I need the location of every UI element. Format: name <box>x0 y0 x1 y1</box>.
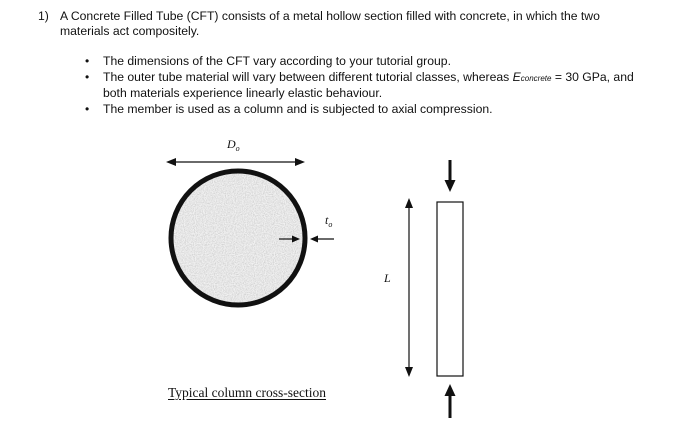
bullet-text-pre: The outer tube material will vary between different tutorial classes, whereas <box>103 69 513 84</box>
axial-load-arrow-top-head <box>445 180 456 192</box>
bullet-dot: • <box>85 54 90 68</box>
diameter-arrow-right <box>295 158 305 166</box>
column-elevation <box>437 202 463 376</box>
bullet-text-line2: both materials experience linearly elastic behaviour. <box>103 86 383 100</box>
bullet-dot: • <box>85 101 90 116</box>
axial-load-arrow-bottom-head <box>445 384 456 396</box>
thickness-arrow-inner-head <box>310 236 318 243</box>
diameter-arrow-left <box>166 158 176 166</box>
bullet-text: The dimensions of the CFT vary according to your tutorial group. <box>103 54 451 68</box>
question-text-line1: A Concrete Filled Tube (CFT) consists of a metal hollow section filled with concrete, in which the two <box>60 9 600 23</box>
thickness-label: $t_o$ <box>325 213 333 229</box>
bullet-text-post: = 30 GPa, and <box>551 69 634 84</box>
question-text-line2: materials act compositely. <box>60 24 200 38</box>
length-arrow-top <box>405 198 413 208</box>
bullet-text: The member is used as a column and is subjected to axial compression. <box>103 101 493 116</box>
length-label: L <box>384 271 391 285</box>
e-concrete-symbol: Econcrete <box>512 69 552 84</box>
length-arrow-bottom <box>405 367 413 377</box>
e-concrete-subscript: concrete <box>520 73 552 83</box>
bullet-dot: • <box>85 69 90 84</box>
diameter-label: $D_o$ <box>227 137 240 153</box>
figure-caption: Typical column cross-section <box>168 385 327 400</box>
question-number: 1) <box>38 9 49 23</box>
